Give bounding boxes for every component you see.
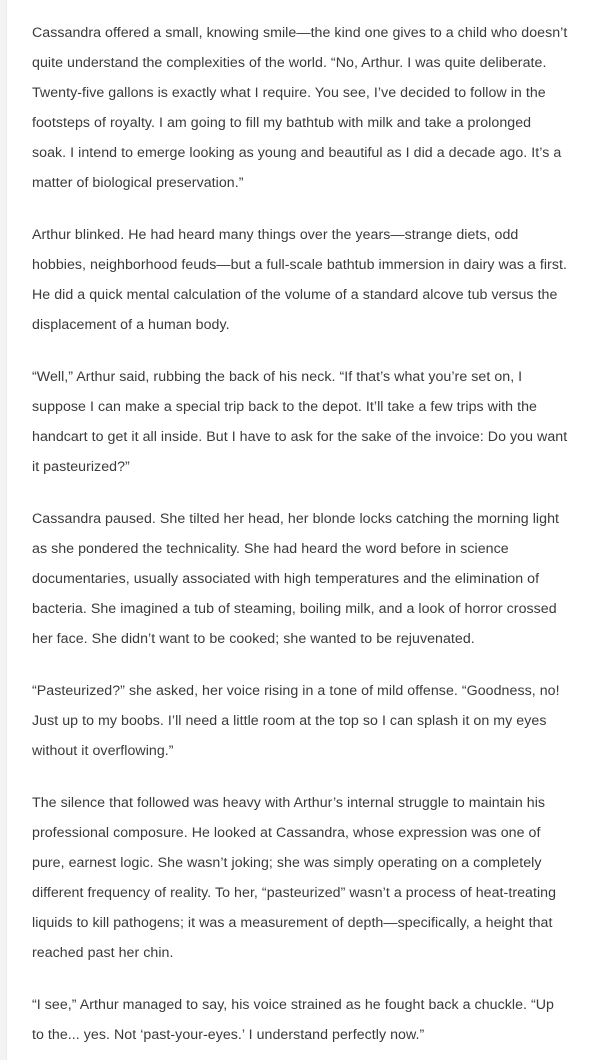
document-body xyxy=(32,18,569,1050)
paragraph: “I see,” Arthur managed to say, his voice strained as he fought back a chuckle. “Up to the... yes. Not ‘past-your-eyes.’ I understand perfectly now.” xyxy=(32,997,554,1043)
paragraph: “Well,” Arthur said, rubbing the back of his neck. “If that’s what you’re set on, I suppose I can make a special trip back to the depot. It’ll take a few trips with the handcart to get it all inside. But I have to ask for the sake of the invoice: Do you want it pasteurized?” xyxy=(32,369,568,475)
paragraph: Cassandra offered a small, knowing smile—the kind one gives to a child who doesn’t quite understand the complexities of the world. “No, Arthur. I was quite deliberate. Twenty-five gallons is exactly what I require. You see, I’ve decided to follow in the footsteps of royalty. I am going to fill my bathtub with milk and take a prolonged soak. I intend to emerge looking as young and beautiful as I did a decade ago. It’s a matter of biological preservation.” xyxy=(32,25,568,191)
paragraph: The silence that followed was heavy with Arthur’s internal struggle to maintain his professional composure. He looked at Cassandra, whose expression was one of pure, earnest logic. She wasn’t joking; she was simply operating on a completely different frequency of reality. To her, “pasteurized” wasn’t a process of heat-treating liquids to kill pathogens; it was a measurement of depth—specifically, a height that reached past her chin. xyxy=(32,795,557,961)
paragraph: Cassandra paused. She tilted her head, her blonde locks catching the morning light as she pondered the technicality. She had heard the word before in science documentaries, usually associated with high temperatures and the elimination of bacteria. She imagined a tub of steaming, boiling milk, and a look of horror crossed her face. She didn’t want to be cooked; she wanted to be rejuvenated. xyxy=(32,511,559,647)
paragraph: Arthur blinked. He had heard many things over the years—strange diets, odd hobbies, neighborhood feuds—but a full-scale bathtub immersion in dairy was a first. He did a quick mental calculation of the volume of a standard alcove tub versus the displacement of a human body. xyxy=(32,227,567,333)
paragraph: “Pasteurized?” she asked, her voice rising in a tone of mild offense. “Goodness, no! Just up to my boobs. I’ll need a little room at the top so I can splash it on my eyes without it overflowing.” xyxy=(32,683,560,759)
page-left-margin-rule xyxy=(0,0,7,1060)
